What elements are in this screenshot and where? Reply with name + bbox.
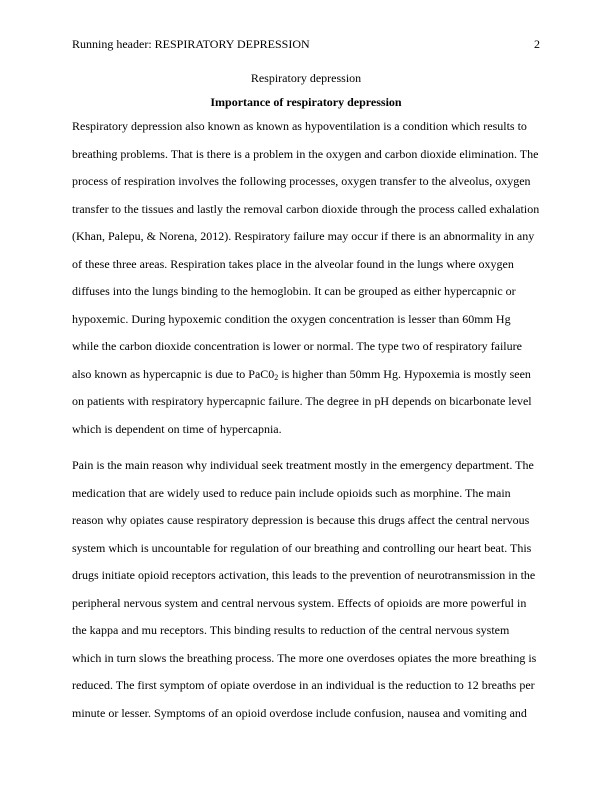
text-line: breathing problems. That is there is a problem in the oxygen and carbon dioxide elimination. The [72,146,539,161]
section-heading: Importance of respiratory depression [210,95,402,109]
paragraph-1 [72,118,552,448]
text-line: reduced. The first symptom of opiate overdose in an individual is the reduction to 12 breaths per [72,678,535,692]
text-line: process of respiration involves the following processes, oxygen transfer to the alveolus, oxygen [72,174,531,188]
text-line: Respiratory depression also known as known as hypoventilation is a condition which results to [72,119,527,133]
text-line: Pain is the main reason why individual seek treatment mostly in the emergency department. The [72,458,534,472]
document-title: Respiratory depression [250,71,362,85]
text-line: while the carbon dioxide concentration is lower or normal. The type two of respiratory failure [72,339,522,353]
page-number: 2 [534,37,540,51]
text-line: which in turn slows the breathing process. The more one overdoses opiates the more breathing is [72,650,537,665]
text-line: diffuses into the lungs binding to the hemoglobin. It can be grouped as either hypercapnic or [72,284,516,298]
text-line: system which is uncountable for regulation of our breathing and controlling our heart beat. This [72,540,532,555]
text-segment: also known as hypercapnic is due to PaC0 [72,366,275,381]
text-line: the kappa and mu receptors. This binding results to reduction of the central nervous system [72,623,510,637]
text-line: on patients with respiratory hypercapnic failure. The degree in pH depends on bicarbonate level [72,394,532,408]
text-line: which is dependent on time of hypercapnia. [72,421,282,436]
text-line: medication that are widely used to reduce pain include opioids such as morphine. The main [72,485,511,500]
text-line: of these three areas. Respiration takes place in the alveolar found in the lungs where oxygen [72,256,514,271]
text-line: hypoxemic. During hypoxemic condition the oxygen concentration is lesser than 60mm Hg [72,311,511,326]
text-segment: is higher than 50mm Hg. Hypoxemia is mostly seen [278,366,531,381]
running-header: Running header: RESPIRATORY DEPRESSION [72,37,310,51]
text-line [72,366,552,394]
text-line: minute or lesser. Symptoms of an opioid overdose include confusion, nausea and vomiting and [72,705,527,720]
text-line: (Khan, Palepu, & Norena, 2012). Respiratory failure may occur if there is an abnormality in any [72,229,535,243]
text-line: reason why opiates cause respiratory depression is because this drugs affect the central nervous [72,513,530,527]
text-line: transfer to the tissues and lastly the removal carbon dioxide through the process called exhalation [72,201,540,216]
text-line: peripheral nervous system and central nervous system. Effects of opioids are more powerful in [72,595,527,610]
text-line: drugs initiate opioid receptors activation, this leads to the prevention of neurotransmission in the [72,568,536,582]
subscript: 2 [274,372,279,382]
paragraph-2 [72,457,552,732]
